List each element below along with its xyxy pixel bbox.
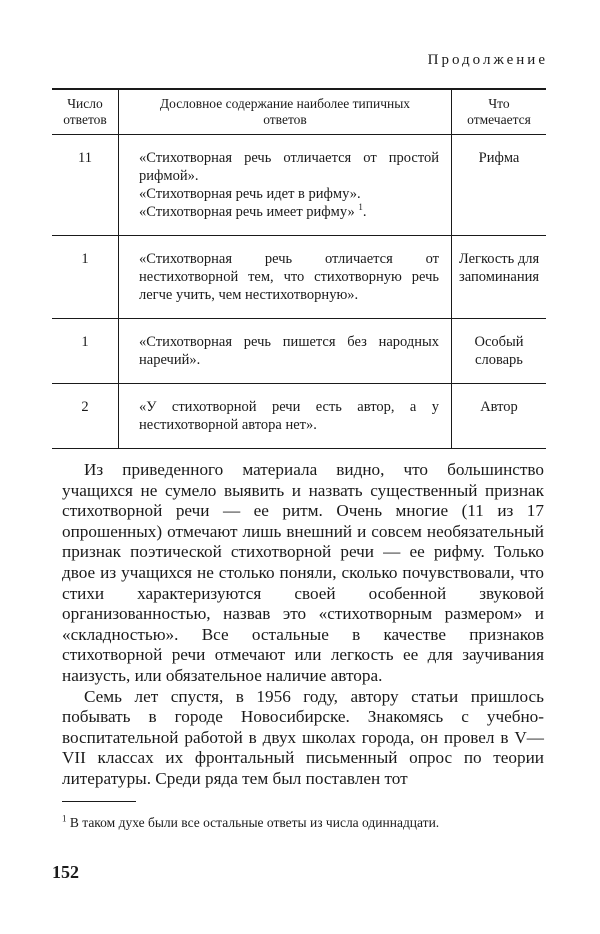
footnote-mark: 1 [358,202,363,213]
header-count-line1: Число [67,96,103,111]
table-body [52,135,546,448]
responses-table [52,88,546,449]
header-content [118,90,452,134]
row-count: 2 [81,399,89,415]
quote: «Стихотворная речь отличается от нестихотворной тем, что стихотворную речь легче учить, чем нестихотворную». [139,251,439,303]
footnote-text: В таком духе были все остальные ответы из числа одиннадцати. [69,815,440,830]
row-quotes [118,384,452,448]
table-header-row [52,90,546,135]
row-count: 11 [78,150,92,166]
table-row [52,236,546,319]
continuation-label: Продолжение [427,52,548,68]
quote: «Стихотворная речь пишется без народных наречий». [139,334,439,368]
header-noted-line1: Что [488,96,510,111]
row-noted: Легкость для запоминания [458,251,540,285]
row-count: 1 [81,334,89,350]
header-noted-line2: отмечается [467,112,531,127]
quote-with-footnote: «Стихотворная речь имеет рифму» $^1$. [139,202,367,220]
footnote [62,814,546,831]
row-quotes [118,236,452,318]
table-row [52,384,546,448]
row-noted: Автор [480,399,518,415]
quote: «Стихотворная речь отличается от простой рифмой». [139,150,439,184]
header-count [52,90,118,134]
header-content-line1: Дословное содержание наиболее типичных [159,96,411,111]
header-content-line2: ответов [263,112,307,127]
table-row [52,319,546,384]
header-noted [452,90,546,134]
table-row [52,135,546,236]
quote: «Стихотворная речь идет в рифму». [139,186,361,202]
paragraph: Семь лет спустя, в 1956 году, автору статьи пришлось побывать в городе Новосибирске. Знакомясь с учебно-воспитательной работой в двух школах города, он провел в V—VII классах их фронтальный письменный опрос по теории литературы. Среди ряда тем был поставлен тот [62,686,544,788]
body-text [62,460,544,790]
paragraph: Из приведенного материала видно, что большинство учащихся не сумело выявить и назвать существенный признак стихотворной речи — ее ритм. Очень многие (11 из 17 опрошенных) отмечают лишь внешний и совсем необязательный признак поэтической стихотворной речи — ее рифму. Только двое из учащихся не столько поняли, сколько почувствовали, что стихи характеризуются своей особенной звуковой организованностью, назвав это «стихотворным размером» и «складностью». Все остальные в качестве признаков стихотворной речи отмечают или легкость ее для заучивания наизусть, или обязательное наличие автора. [62,460,544,685]
quote: «Стихотворная речь имеет рифму» [139,204,355,220]
row-quotes [118,319,452,383]
footnote-mark: 1 [62,813,67,824]
page-number: 152 [52,862,79,882]
row-count: 1 [81,251,89,267]
row-quotes [118,135,452,235]
row-noted: Рифма [478,150,520,166]
header-count-line2: ответов [63,112,107,127]
footnote-divider [62,801,136,802]
quote: «У стихотворной речи есть автор, а у нестихотворной автора нет». [139,399,439,433]
row-noted: Особый словарь [474,334,524,368]
